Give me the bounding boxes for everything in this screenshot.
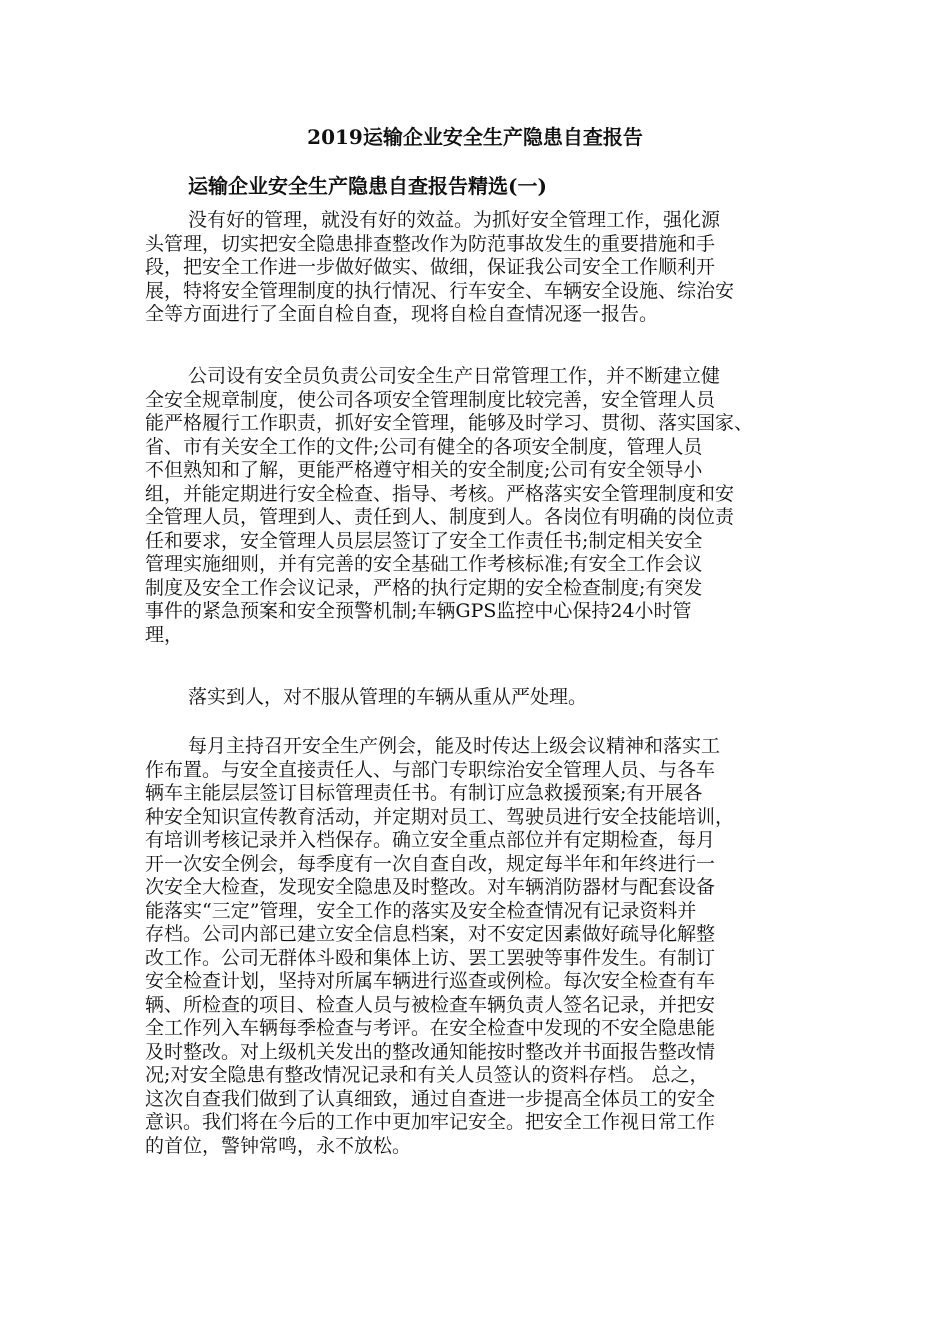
paragraph-line: 头管理，切实把安全隐患排查整改作为防范事故发生的重要措施和手 (145, 232, 716, 255)
paragraph-line: 展，特将安全管理制度的执行情况、行车安全、车辆安全设施、综治安 (145, 279, 735, 302)
paragraph-line: 开一次安全例会，每季度有一次自查自改，规定每半年和年终进行一 (145, 852, 716, 875)
paragraph-line: 每月主持召开安全生产例会，能及时传达上级会议精神和落实工 (188, 735, 721, 757)
paragraph-safety-system (145, 365, 825, 647)
paragraph-line: 全工作列入车辆每季检查与考评。在安全检查中发现的不安全隐患能 (145, 1017, 716, 1039)
paragraph-line: 组，并能定期进行安全检查、指导、考核。严格落实安全管理制度和安 (145, 482, 735, 505)
paragraph-line: 有培训考核记录并入档保存。确立安全重点部位并有定期检查，每月 (145, 829, 716, 851)
paragraph-line: 辆车主能层层签订目标管理责任书。有制订应急救援预案;有开展各 (145, 782, 703, 804)
paragraph-line: 意识。我们将在今后的工作中更加牢记安全。把安全工作视日常工作 (145, 1111, 716, 1133)
paragraph-line: 任和要求，安全管理人员层层签订了安全工作责任书;制定相关安全 (145, 529, 703, 552)
paragraph-line: 全等方面进行了全面自检自查，现将自检自查情况逐一报告。 (145, 303, 659, 325)
paragraph-line: 安全检查计划，坚持对所属车辆进行巡查或例检。每次安全检查有车 (145, 970, 716, 992)
paragraph-line: 能严格履行工作职责，抓好安全管理，能够及时学习、贯彻、落实国家、 (145, 412, 754, 434)
paragraph-line: 段，把安全工作进一步做好做实、做细，保证我公司安全工作顺利开 (145, 256, 716, 278)
paragraph-line: 辆、所检查的项目、检查人员与被检查车辆负责人签名记录，并把安 (145, 993, 716, 1016)
paragraph-line: 理， (145, 623, 184, 646)
paragraph-line: 这次自查我们做到了认真细致，通过自查进一步提高全体员工的安全 (145, 1087, 716, 1110)
section-heading: 运输企业安全生产隐患自查报告精选(一) (188, 174, 547, 198)
paragraph-line: 改工作。公司无群体斗殴和集体上访、罢工罢驶等事件发生。有制订 (145, 946, 716, 969)
paragraph-line: 作布置。与安全直接责任人、与部门专职综治安全管理人员、与各车 (145, 758, 716, 781)
paragraph-line: 不但熟知和了解，更能严格遵守相关的安全制度;公司有安全领导小 (145, 459, 703, 481)
paragraph-line: 存档。公司内部已建立安全信息档案，对不安定因素做好疏导化解整 (145, 923, 716, 945)
paragraph-management-intro (145, 209, 825, 327)
paragraph-line: 全管理人员，管理到人、责任到人、制度到人。各岗位有明确的岗位责 (145, 506, 735, 528)
paragraph-line: 事件的紧急预案和安全预警机制;车辆GPS监控中心保持24小时管 (145, 600, 692, 622)
paragraph-monthly-meetings (145, 735, 825, 1158)
paragraph-line: 省、市有关安全工作的文件;公司有健全的各项安全制度，管理人员 (145, 435, 703, 458)
paragraph-line: 制度及安全工作会议记录，严格的执行定期的安全检查制度;有突发 (145, 576, 703, 599)
paragraph-line: 公司设有安全员负责公司安全生产日常管理工作，并不断建立健 (188, 365, 721, 387)
document-title: 2019运输企业安全生产隐患自查报告 (307, 125, 643, 149)
paragraph-line: 次安全大检查，发现安全隐患及时整改。对车辆消防器材与配套设备 (145, 876, 716, 898)
paragraph-line: 的首位，警钟常鸣，永不放松。 (145, 1134, 412, 1157)
paragraph-line: 况;对安全隐患有整改情况记录和有关人员签认的资料存档。 总之， (145, 1064, 709, 1086)
paragraph-line: 及时整改。对上级机关发出的整改通知能按时整改并书面报告整改情 (145, 1040, 716, 1063)
paragraph-line: 全安全规章制度，使公司各项安全管理制度比较完善，安全管理人员 (145, 388, 716, 411)
paragraph-line: 管理实施细则，并有完善的安全基础工作考核标准;有安全工作会议 (145, 553, 703, 575)
paragraph-accountability (145, 686, 825, 710)
paragraph-line: 落实到人，对不服从管理的车辆从重从严处理。 (188, 686, 588, 708)
paragraph-line: 种安全知识宣传教育活动，并定期对员工、驾驶员进行安全技能培训， (145, 805, 735, 828)
paragraph-line: 没有好的管理，就没有好的效益。为抓好安全管理工作，强化源 (188, 209, 721, 231)
paragraph-line: 能落实“三定”管理，安全工作的落实及安全检查情况有记录资料并 (145, 899, 697, 922)
